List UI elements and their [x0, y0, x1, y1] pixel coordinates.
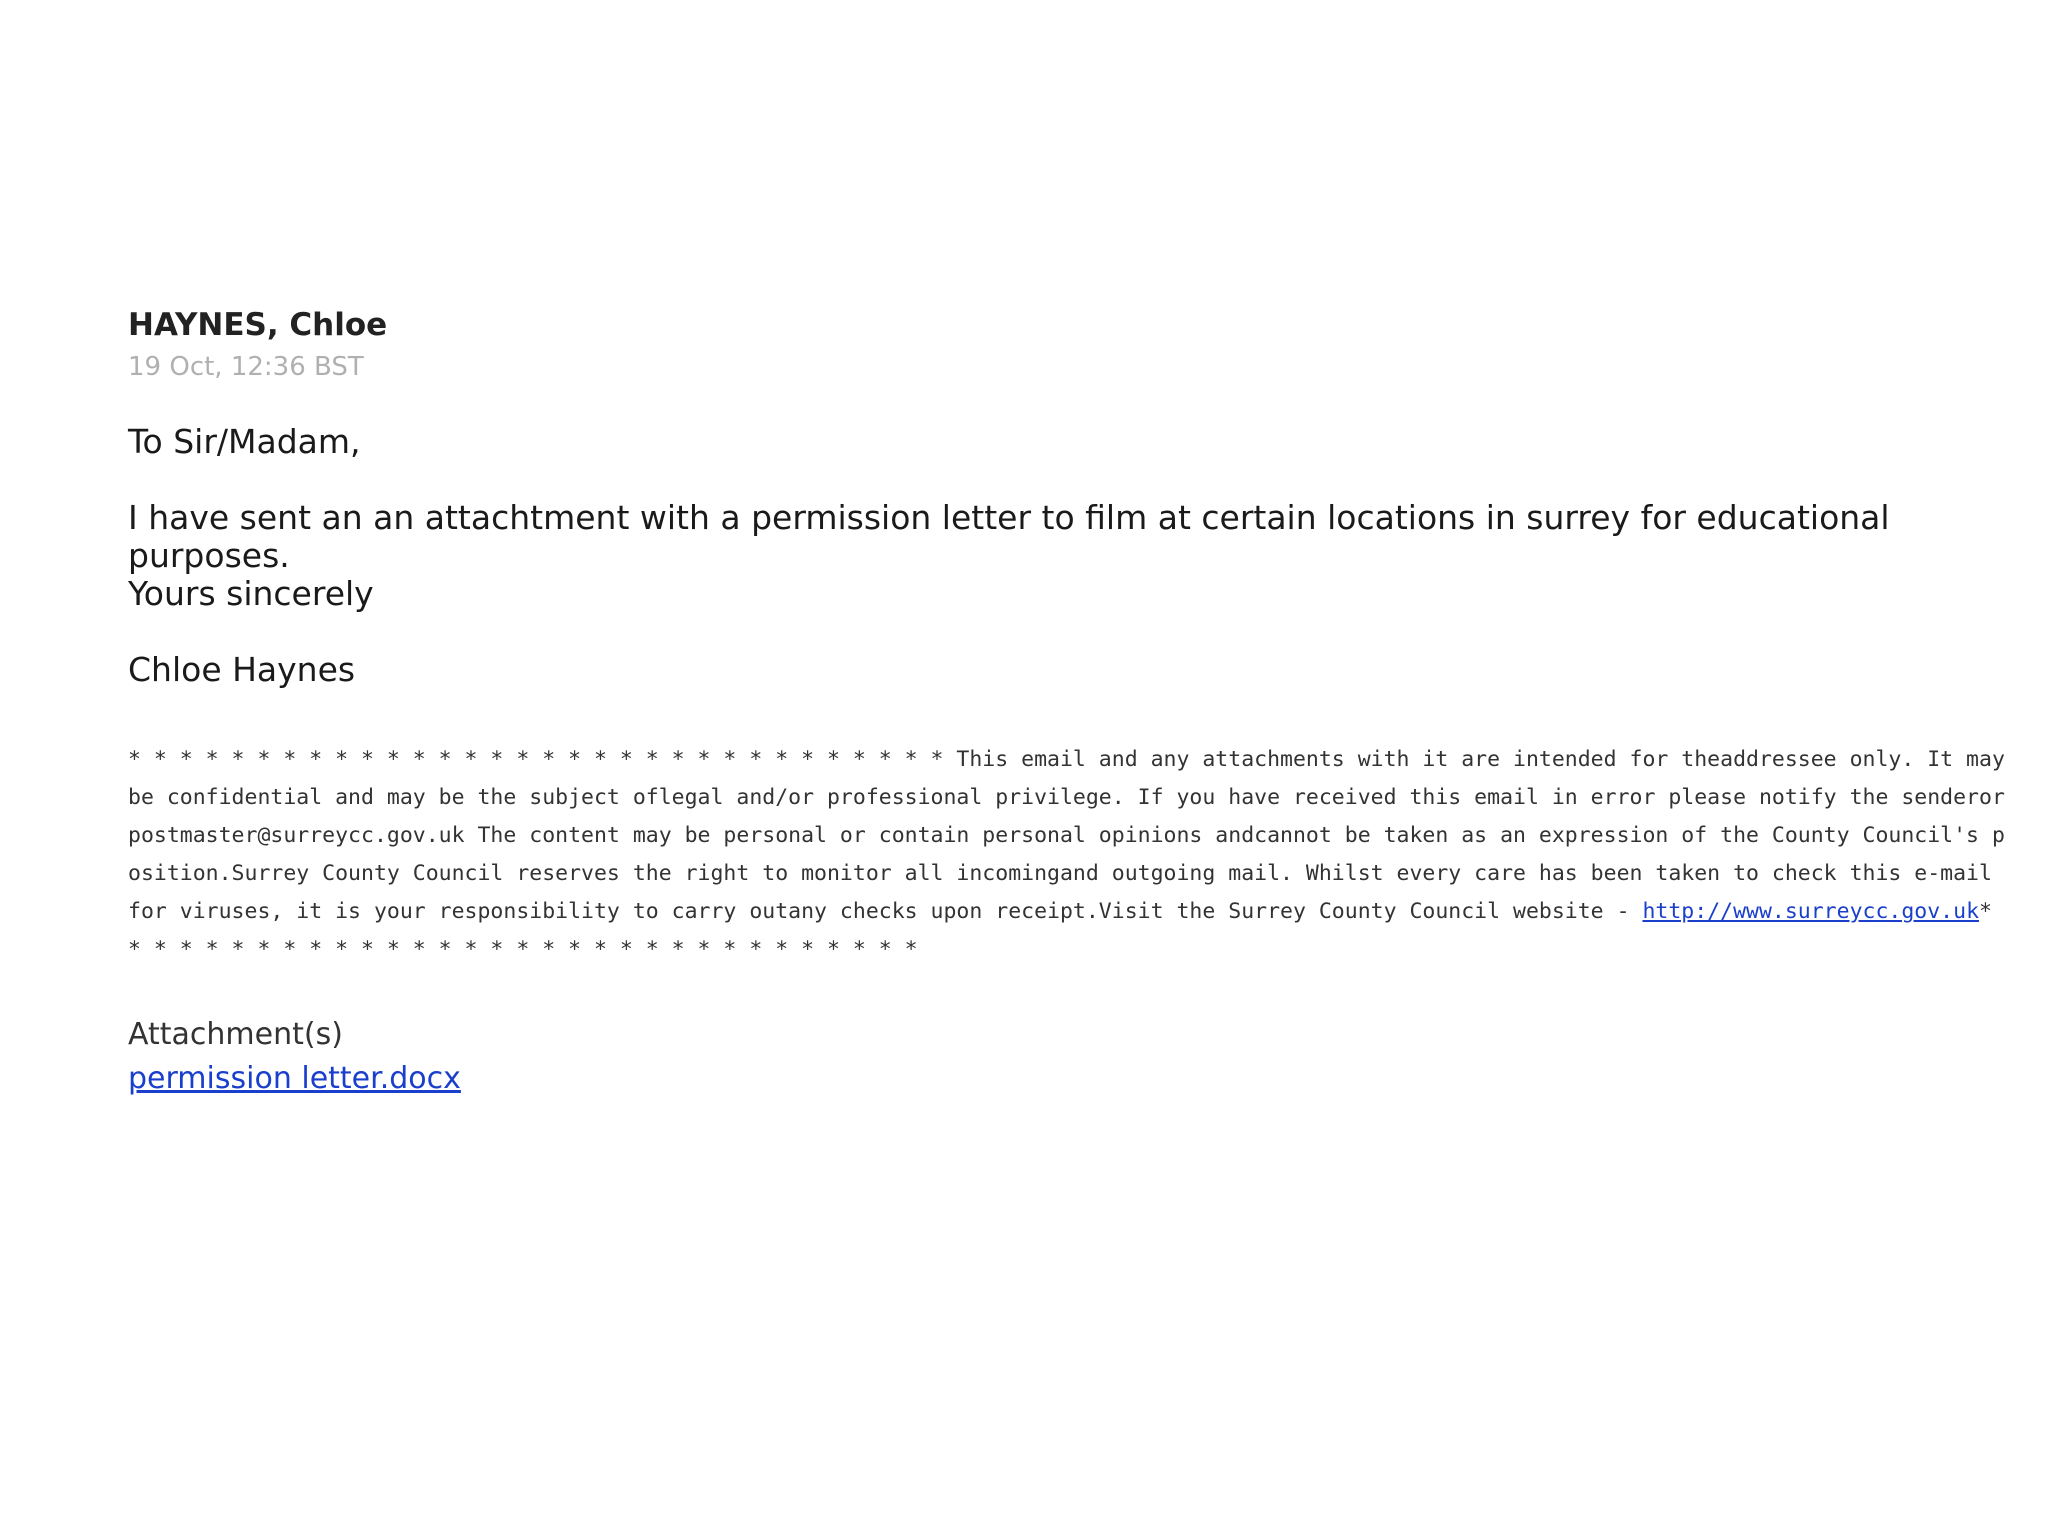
disclaimer-suffix: * * * * * * * * * * * * * * * * * * * * * * * * * * * * * * * *	[128, 899, 1992, 962]
greeting-text: To Sir/Madam,	[128, 422, 361, 461]
message-timestamp: 19 Oct, 12:36 BST	[128, 352, 364, 382]
disclaimer-block	[128, 741, 2010, 969]
attachments-section	[128, 1013, 2008, 1101]
attachment-link[interactable]: permission letter.docx	[128, 1061, 461, 1096]
sender-name: HAYNES, Chloe	[128, 307, 388, 343]
council-website-link[interactable]: http://www.surreycc.gov.uk	[1642, 899, 1980, 924]
signature-text: Chloe Haynes	[128, 650, 356, 689]
attachments-label: Attachment(s)	[128, 1017, 343, 1052]
email-message	[128, 305, 2008, 1101]
body-text: I have sent an an attachtment with a permission letter to film at certain locations in surrey for educational purposes.	[128, 498, 1890, 575]
disclaimer-text: * * * * * * * * * * * * * * * * * * * * * * * * * * * * * * * * This email and any attachments with it are intended for theaddressee only. It may be confidential and may be the subject oflegal and/or professional privilege. If you have received this email in error please notify the senderor postmaster@surreycc.gov.uk The content may be personal or contain personal opinions andcannot be taken as an expression of the County Council's position.Surrey County Council reserves the right to monitor all incomingand outgoing mail. Whilst every care has been taken to check this e-mail for viruses, it is your responsibility to carry outany checks upon receipt.Visit the Surrey County Council website -	[128, 747, 2005, 924]
closing-text: Yours sincerely	[128, 574, 374, 613]
